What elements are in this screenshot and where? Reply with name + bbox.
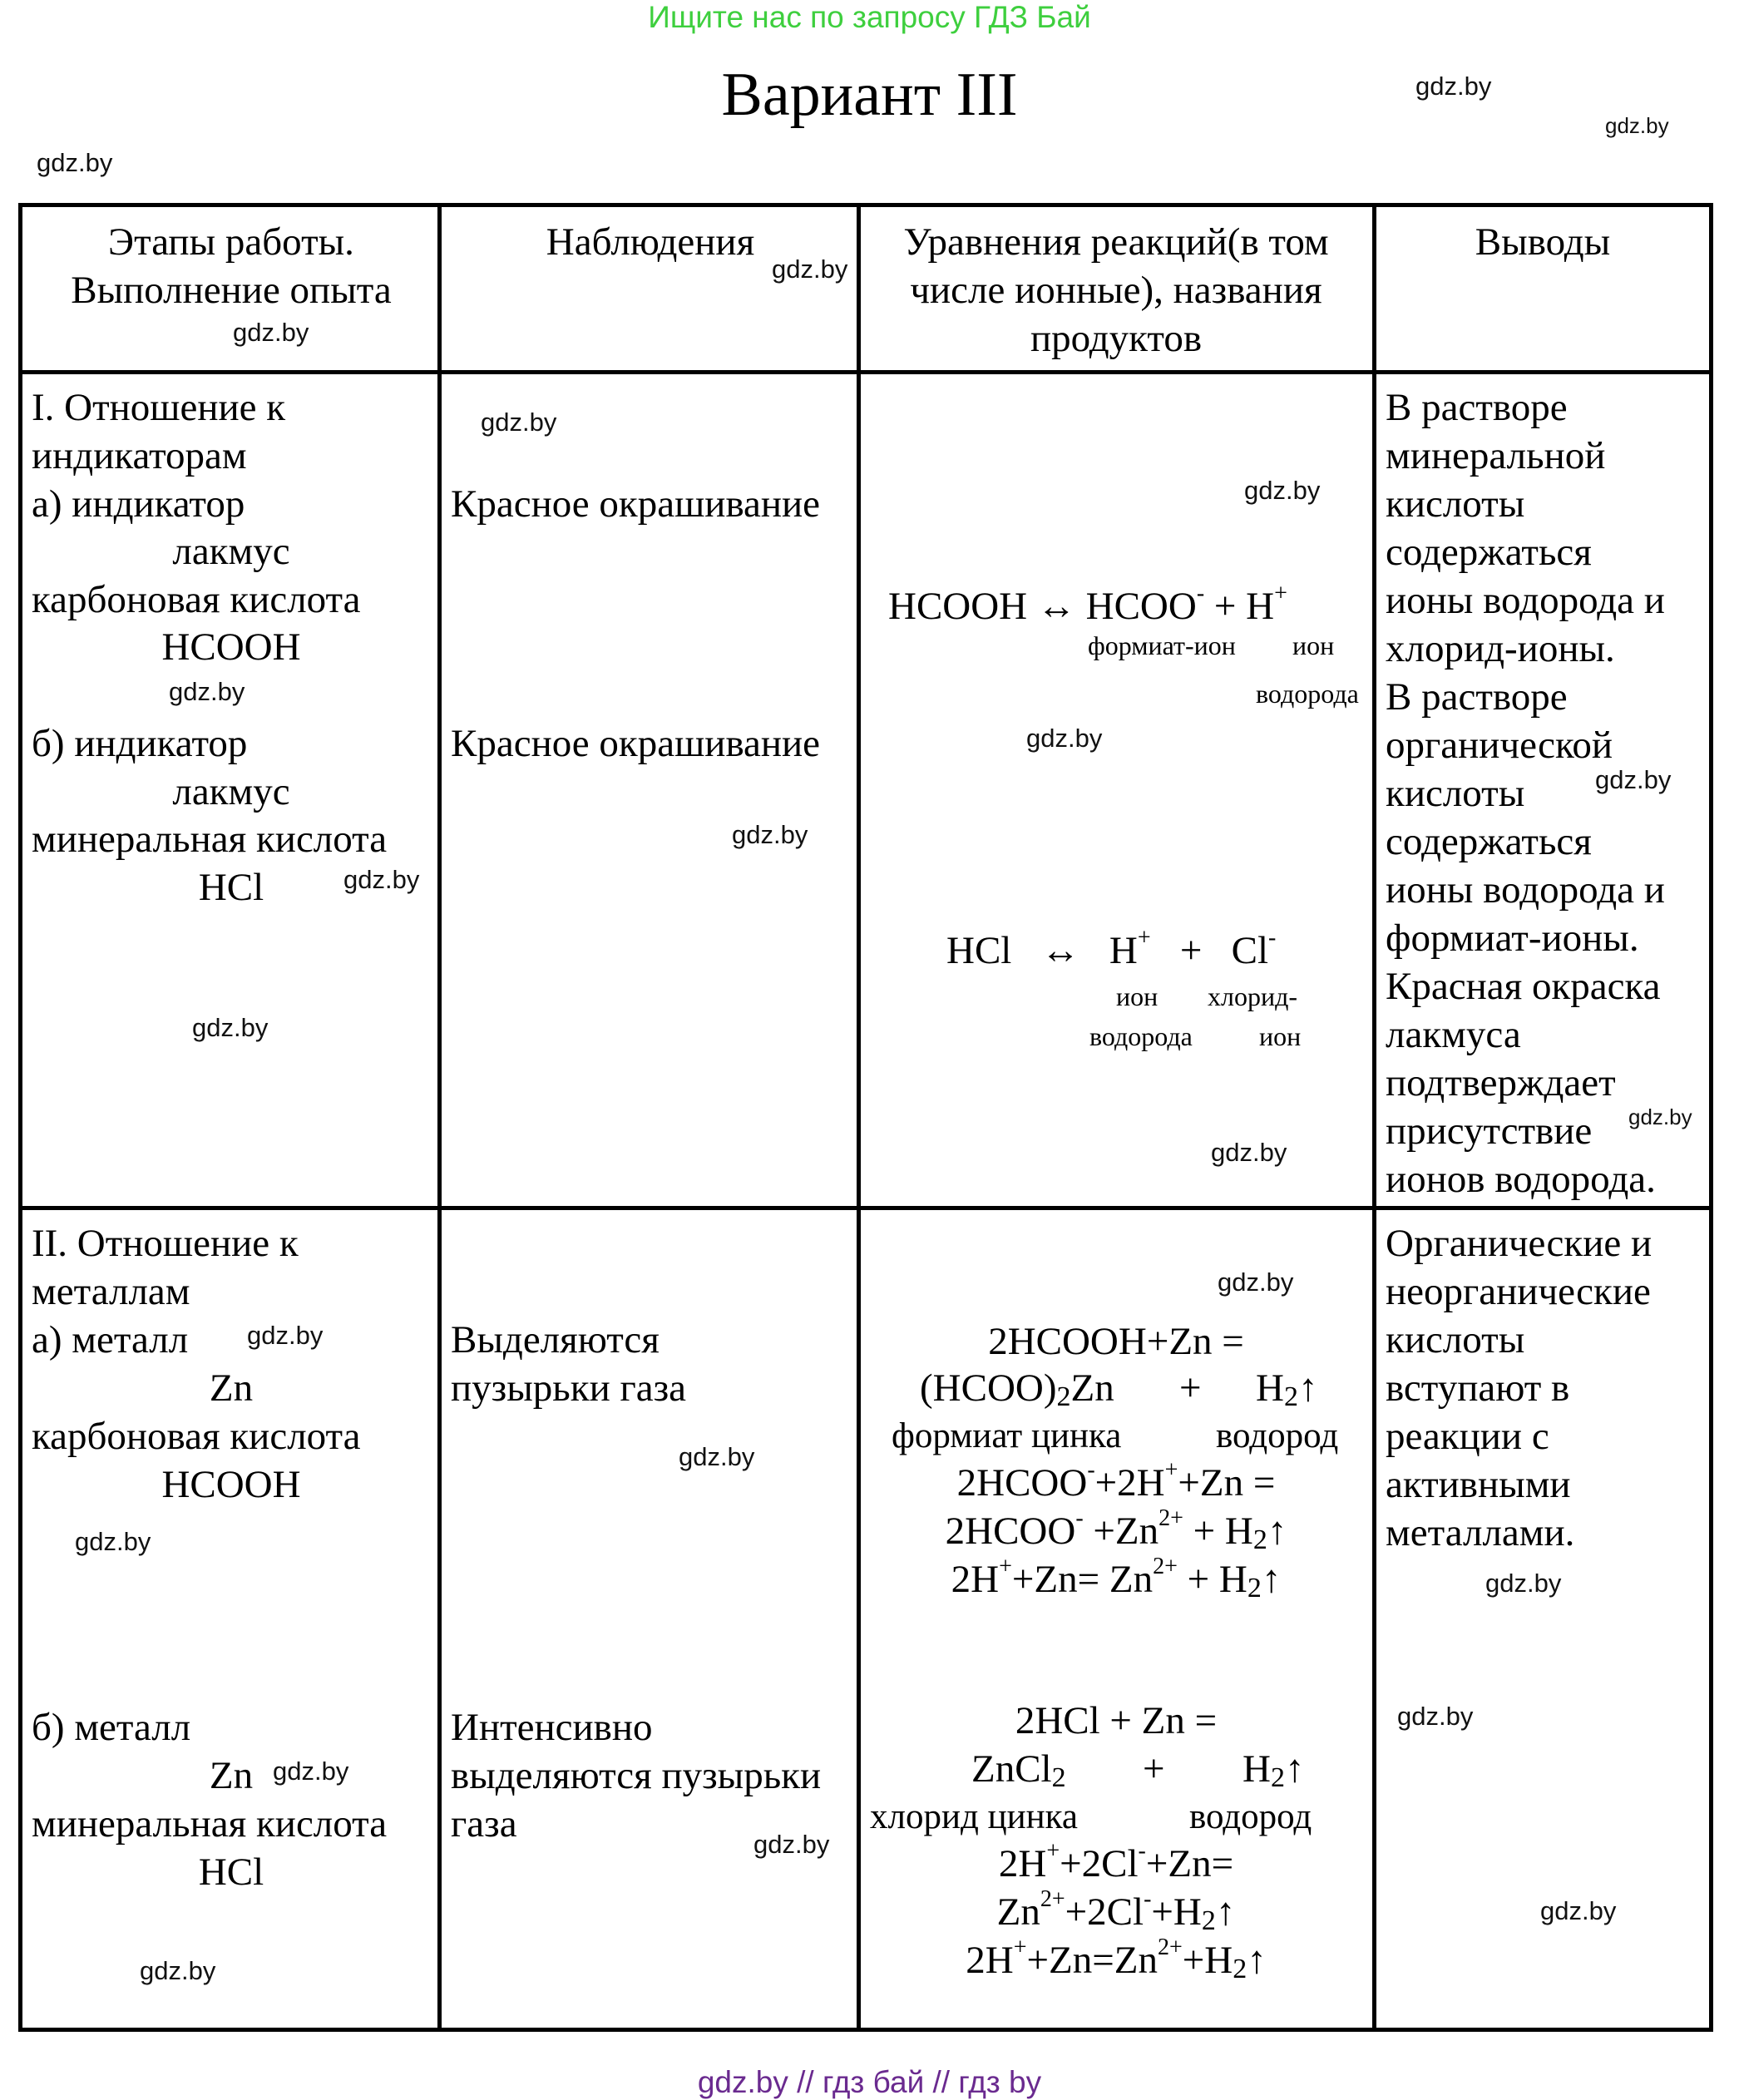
equation-line: ZnCl$_2$: [971, 1747, 1066, 1793]
page-title: Вариант III: [721, 61, 1018, 129]
product-name: формиат цинка: [892, 1416, 1122, 1455]
header-equations: Уравнения реакций(в том числе ионные), названия продуктов: [903, 220, 1329, 360]
stage-text: лакмус: [172, 770, 290, 813]
table-col-divider: [437, 203, 442, 2032]
stage-formula: Zn: [209, 1366, 254, 1410]
stage-formula: Zn: [209, 1754, 254, 1797]
equation-line: 2HCOOH+Zn =: [988, 1320, 1244, 1363]
table-border-left: [18, 203, 22, 2032]
watermark: gdz.by: [1540, 1896, 1617, 1925]
watermark: gdz.by: [140, 1956, 216, 1985]
product-name: ион: [1259, 1021, 1302, 1051]
stage-text: карбоновая кислота: [32, 1415, 361, 1458]
product-name: водорода: [1256, 679, 1359, 709]
watermark: gdz.by: [1485, 1569, 1562, 1598]
watermark: gdz.by: [1397, 1702, 1474, 1731]
table-col-divider: [1372, 203, 1376, 2032]
watermark: gdz.by: [1595, 765, 1672, 794]
equation-line: $2H^++Zn=Zn^{2+}+H_2↑$: [966, 1934, 1267, 1984]
product-name: водород: [1216, 1416, 1339, 1455]
equation-formic-dissociation: HCOOH ↔ HCOO- + H+: [888, 581, 1287, 628]
footer-links[interactable]: gdz.by // гдз бай // гдз by: [697, 2065, 1042, 2099]
header-observations: Наблюдения: [546, 220, 755, 264]
watermark: gdz.by: [1026, 724, 1103, 753]
watermark: gdz.by: [233, 318, 309, 347]
watermark: gdz.by: [772, 254, 848, 284]
row2-conclusion: Органические и неорганические кислоты вступают в реакции с активными металлами.: [1386, 1222, 1653, 1554]
observation-text: Красное окрашивание: [451, 722, 821, 765]
stage-formula: HCOOH: [161, 625, 301, 669]
equation-plus: +: [1143, 1747, 1165, 1791]
search-banner[interactable]: Ищите нас по запросу ГДЗ Бай: [648, 0, 1091, 34]
equation-line: 2H++2Cl-+Zn=: [998, 1838, 1234, 1885]
product-name: хлорид-: [1208, 981, 1298, 1011]
equation-line: $H_2↑$: [1256, 1366, 1318, 1412]
watermark: gdz.by: [1628, 1104, 1692, 1129]
table-border-bottom: [18, 2028, 1713, 2032]
watermark: gdz.by: [1211, 1138, 1287, 1167]
watermark: gdz.by: [1415, 72, 1492, 101]
stage-formula: HCOOH: [161, 1463, 301, 1506]
table-row-divider: [18, 1206, 1713, 1210]
stage-text: II. Отношение к: [32, 1222, 299, 1265]
stage-text: карбоновая кислота: [32, 578, 361, 621]
equation-line: 2HCl + Zn =: [1015, 1699, 1218, 1742]
product-name: ион: [1116, 981, 1159, 1011]
equation-plus: +: [1179, 1366, 1202, 1410]
watermark: gdz.by: [75, 1527, 151, 1556]
header-stages: Этапы работы. Выполнение опыта: [71, 220, 392, 312]
watermark: gdz.by: [1244, 476, 1321, 505]
watermark: gdz.by: [732, 820, 808, 849]
equation-line: $Zn^{2+}+2Cl^-+H_2↑$: [996, 1886, 1236, 1936]
watermark: gdz.by: [192, 1013, 269, 1042]
watermark: gdz.by: [37, 148, 113, 177]
watermark: gdz.by: [481, 408, 557, 437]
stage-text: минеральная кислота: [32, 818, 388, 861]
observation-text: Выделяются пузырьки газа: [451, 1318, 687, 1410]
watermark: gdz.by: [247, 1321, 324, 1350]
stage-text: минеральная кислота: [32, 1802, 388, 1846]
equation-line: 2HCOO-+2H++Zn =: [956, 1457, 1276, 1505]
equation-line: $2H^++Zn= Zn^{2+}$ + $H_2↑$: [951, 1554, 1282, 1603]
equation-line: 2HCOO- $+Zn^{2+}$ + $H_2↑$: [945, 1505, 1287, 1555]
equation-hcl-dissociation: HCl ↔ H+ + Cl-: [946, 925, 1277, 972]
table-row-divider: [18, 370, 1713, 374]
observation-text: Интенсивно выделяются пузырьки газа: [451, 1706, 822, 1846]
watermark: gdz.by: [679, 1442, 755, 1471]
product-name: хлорид цинка: [870, 1797, 1078, 1836]
watermark: gdz.by: [1218, 1267, 1294, 1297]
table-col-divider: [857, 203, 861, 2032]
product-name: водорода: [1089, 1021, 1193, 1051]
row1-conclusion: В растворе минеральной кислоты содержаться ионы водорода и хлорид-ионы. В растворе органической кислоты содержаться ионы водорода и формиат-ионы. Красная окраска лакмуса подтверждает присутствие ионов водорода.: [1386, 386, 1665, 1201]
watermark: gdz.by: [273, 1757, 349, 1786]
header-conclusions: Выводы: [1475, 220, 1611, 264]
equation-line: $H_2↑$: [1242, 1747, 1305, 1793]
product-name: водород: [1189, 1797, 1312, 1836]
stage-text: а) индикатор: [32, 482, 245, 526]
stage-text: лакмус: [172, 530, 290, 573]
product-name: ион: [1292, 630, 1335, 660]
table-border-top: [18, 203, 1713, 207]
stage-text: б) металл: [32, 1706, 191, 1749]
stage-formula: HCl: [198, 866, 264, 909]
stage-text: индикаторам: [32, 434, 247, 477]
observation-text: Красное окрашивание: [451, 482, 821, 526]
table-border-right: [1709, 203, 1713, 2032]
watermark: gdz.by: [343, 865, 420, 894]
watermark: gdz.by: [169, 677, 245, 706]
stage-formula: HCl: [198, 1850, 264, 1894]
equation-line: $(HCOO)_2Zn$: [920, 1366, 1114, 1412]
stage-text: I. Отношение к: [32, 386, 286, 429]
stage-text: б) индикатор: [32, 722, 248, 765]
product-name: формиат-ион: [1088, 630, 1236, 660]
watermark: gdz.by: [753, 1830, 830, 1859]
stage-text: а) металл: [32, 1318, 189, 1361]
watermark: gdz.by: [1605, 113, 1669, 138]
stage-text: металлам: [32, 1270, 190, 1313]
